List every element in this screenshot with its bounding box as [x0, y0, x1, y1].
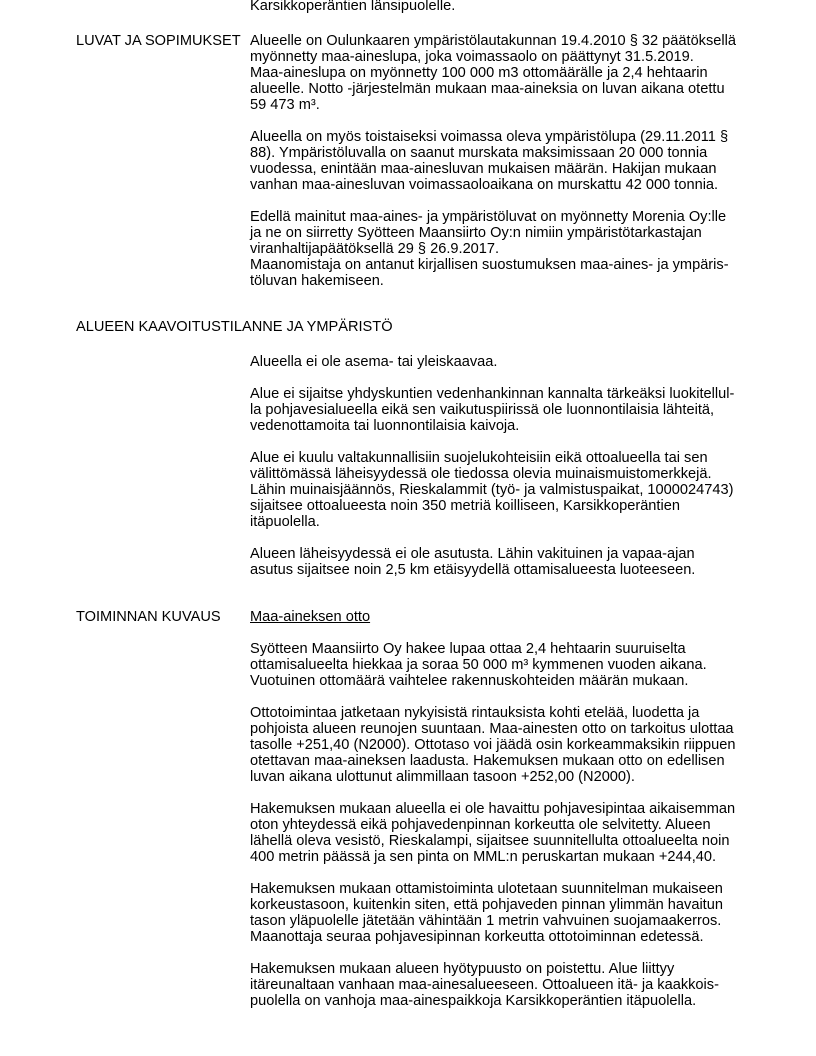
text-line: Alueelle on Oulunkaaren ympäristölautakunnan 19.4.2010 § 32 päätöksellä — [250, 33, 736, 49]
text-line: viranhaltijapäätöksellä 29 § 26.9.2017. — [250, 241, 500, 257]
section-subheading: Maa-aineksen otto — [250, 609, 371, 625]
text-line: 59 473 m³. — [250, 97, 320, 113]
paragraph — [250, 546, 790, 578]
text-line: Ottotoimintaa jatketaan nykyisistä rintauksista kohti etelää, luodetta ja — [250, 705, 700, 721]
text-line: luvan aikana ulottunut alimmillaan tasoon +252,00 (N2000). — [250, 769, 635, 785]
text-line: alueelle. Notto -järjestelmän mukaan maa-aineksia on luvan aikana otettu — [250, 81, 725, 97]
text-line: Edellä mainitut maa-aines- ja ympäristöluvat on myönnetty Morenia Oy:lle — [250, 209, 727, 225]
section-body — [250, 354, 790, 594]
text-line: tasolle +251,40 (N2000). Ottotaso voi jäädä osin korkeammaksikin riippuen — [250, 737, 736, 753]
text-line: ottamisalueelta hiekkaa ja soraa 50 000 m³ kymmenen vuoden aikana. — [250, 657, 707, 673]
text-line: Alue ei kuulu valtakunnallisiin suojelukohteisiin eikä ottoalueella tai sen — [250, 450, 708, 466]
text-line: asutus sijaitsee noin 2,5 km etäisyydellä ottamisalueesta luoteeseen. — [250, 562, 696, 578]
paragraph — [250, 386, 790, 434]
section-body — [250, 0, 790, 30]
paragraph — [250, 801, 790, 865]
paragraph — [250, 33, 790, 113]
text-line: Hakemuksen mukaan alueen hyötypuusto on poistettu. Alue liittyy — [250, 961, 675, 977]
text-line: myönnetty maa-aineslupa, joka voimassaolo on päättynyt 31.5.2019. — [250, 49, 694, 65]
paragraph — [250, 0, 790, 14]
text-line: Maanomistaja on antanut kirjallisen suostumuksen maa-aines- ja ympäris- — [250, 257, 729, 273]
text-line: otettavan maa-aineksen laadusta. Hakemuksen mukaan otto on edellisen — [250, 753, 725, 769]
text-line: lähellä oleva vesistö, Rieskalampi, sijaitsee suunnitellulta ottoalueelta noin — [250, 833, 730, 849]
text-line: tason yläpuolelle jätetään vähintään 1 metrin vahvuinen suojamaakerros. — [250, 913, 722, 929]
text-line: Alueen läheisyydessä ei ole asutusta. Lähin vakituinen ja vapaa-ajan — [250, 546, 695, 562]
text-line: töluvan hakemiseen. — [250, 273, 384, 289]
section-heading: ALUEEN KAAVOITUSTILANNE JA YMPÄRISTÖ — [76, 319, 393, 335]
text-line: Alueella ei ole asema- tai yleiskaavaa. — [250, 354, 498, 370]
paragraph — [250, 354, 790, 370]
text-line: korkeustasoon, kuitenkin siten, että pohjaveden pinnan ylimmän havaitun — [250, 897, 723, 913]
text-line: välittömässä läheisyydessä ole tiedossa olevia muinaismuistomerkkejä. — [250, 466, 712, 482]
text-line: Maanottaja seuraa pohjavesipinnan korkeutta ottotoiminnan edetessä. — [250, 929, 704, 945]
section-heading: TOIMINNAN KUVAUS — [76, 609, 221, 625]
text-line: Alueella on myös toistaiseksi voimassa oleva ympäristölupa (29.11.2011 § — [250, 129, 729, 145]
text-line: Syötteen Maansiirto Oy hakee lupaa ottaa 2,4 hehtaarin suuruiselta — [250, 641, 686, 657]
text-line: la pohjavesialueella eikä sen vaikutuspiirissä ole luonnontilaisia lähteitä, — [250, 402, 715, 418]
text-line: Vuotuinen ottomäärä vaihtelee rakennuskohteiden määrän mukaan. — [250, 673, 689, 689]
text-line: Hakemuksen mukaan alueella ei ole havaittu pohjavesipintaa aikaisemman — [250, 801, 736, 817]
text-line: Alue ei sijaitse yhdyskuntien vedenhankinnan kannalta tärkeäksi luokitellul- — [250, 386, 735, 402]
text-line: puolella on vanhoja maa-ainespaikkoja Karsikkoperäntien itäpuolella. — [250, 993, 697, 1009]
text-line: Hakemuksen mukaan ottamistoiminta ulotetaan suunnitelman mukaiseen — [250, 881, 723, 897]
text-line: oton yhteydessä eikä pohjavedenpinnan korkeutta ole selvitetty. Alueen — [250, 817, 711, 833]
section-body — [250, 609, 790, 1025]
paragraph — [250, 641, 790, 689]
text-line: pohjoista alueen reunojen suuntaan. Maa-ainesten otto on tarkoitus ulottaa — [250, 721, 734, 737]
text-line: Karsikkoperäntien länsipuolelle. — [250, 0, 456, 14]
text-line: 88). Ympäristöluvalla on saanut murskata maksimissaan 20 000 tonnia — [250, 145, 708, 161]
paragraph — [250, 961, 790, 1009]
text-line: Lähin muinaisjäännös, Rieskalammit (työ- ja valmistuspaikat, 1000024743) — [250, 482, 734, 498]
section-body — [250, 33, 790, 305]
text-line: vanhan maa-ainesluvan voimassaoloaikana on murskattu 42 000 tonnia. — [250, 177, 719, 193]
text-line: Maa-aineslupa on myönnetty 100 000 m3 ottomäärälle ja 2,4 hehtaarin — [250, 65, 708, 81]
text-line: vedenottamoita tai luonnontilaisia kaivoja. — [250, 418, 520, 434]
text-line: itäpuolella. — [250, 514, 320, 530]
paragraph — [250, 209, 790, 289]
paragraph — [250, 450, 790, 530]
text-line: ja ne on siirretty Syötteen Maansiirto Oy:n nimiin ympäristötarkastajan — [250, 225, 702, 241]
text-line: sijaitsee ottoalueesta noin 350 metriä koilliseen, Karsikkoperäntien — [250, 498, 680, 514]
section-heading: LUVAT JA SOPIMUKSET — [76, 33, 241, 49]
paragraph — [250, 705, 790, 785]
text-line: itäreunaltaan vanhaan maa-ainesalueeseen. Ottoalueen itä- ja kaakkois- — [250, 977, 719, 993]
paragraph — [250, 881, 790, 945]
text-line: 400 metrin päässä ja sen pinta on MML:n peruskartan mukaan +244,40. — [250, 849, 717, 865]
paragraph — [250, 129, 790, 193]
text-line: vuodessa, enintään maa-ainesluvan mukaisen määrän. Hakijan mukaan — [250, 161, 717, 177]
